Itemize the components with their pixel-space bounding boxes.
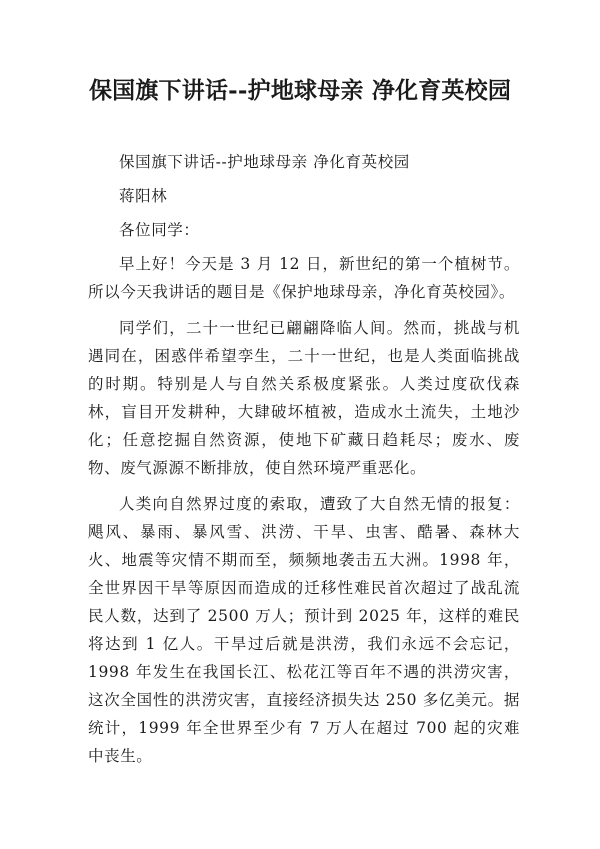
paragraph-disasters: 人类向自然界过度的索取，遭致了大自然无情的报复：飓风、暴雨、暴风雪、洪涝、干旱、虫害、酷暑、森林大火、地震等灾情不期而至，频频地袭击五大洲。1998 年，全世界因干旱等原因而造成的迁移性难民首次超过了战乱流民人数，达到了 2500 万人；预计到 2025 年，这样的难民将达到 1 亿人。干旱过后就是洪涝，我们永远不会忘记，1998 年发生在我国长江、松花江等百年不遇的洪涝灾害，这次全国性的洪涝灾害，直接经济损失达 250 多亿美元。据统计，1999 年全世界至少有 7 万人在超过 700 起的灾难中丧生。 [88, 495, 520, 765]
document-title: 保国旗下讲话--护地球母亲 净化育英校园 [88, 77, 512, 104]
paragraph-greeting: 早上好！今天是 3 月 12 日，新世纪的第一个植树节。所以今天我讲话的题目是《保护地球母亲，净化育英校园》。 [88, 255, 520, 301]
author-line: 蒋阳林 [119, 187, 168, 205]
document-body [88, 148, 520, 770]
salutation-line: 各位同学： [119, 221, 200, 239]
paragraph-challenge: 同学们，二十一世纪已翩翩降临人间。然而，挑战与机遇同在，困惑伴希望孪生，二十一世纪，也是人类面临挑战的时期。特别是人与自然关系极度紧张。人类过度砍伐森林，盲目开发耕种，大肆破坏植被，造成水土流失，土地沙化；任意挖掘自然资源，使地下矿藏日趋耗尽；废水、废物、废气源源不断排放，使自然环境严重恶化。 [88, 319, 520, 477]
subtitle-line: 保国旗下讲话--护地球母亲 净化育英校园 [119, 153, 410, 171]
